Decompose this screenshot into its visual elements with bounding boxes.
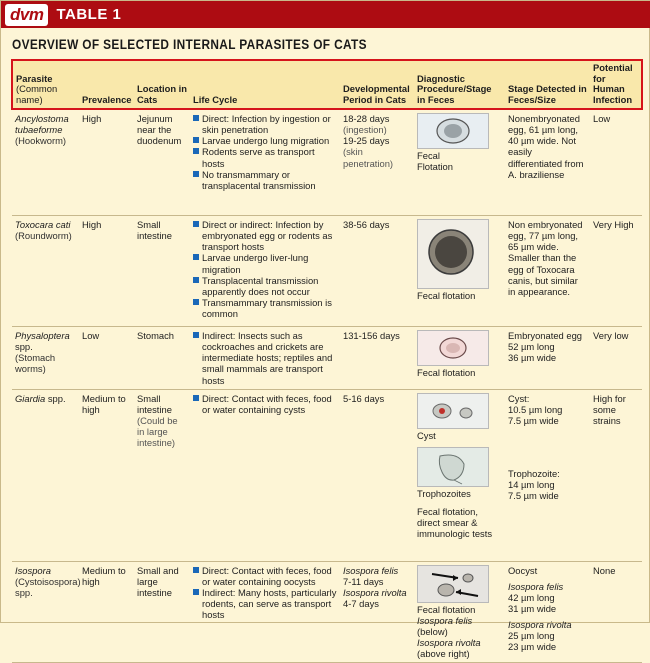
page-title: OVERVIEW OF SELECTED INTERNAL PARASITES OF CATS	[12, 37, 367, 52]
cell-location: Jejunum near the duodenum	[134, 109, 190, 216]
life-cycle-item: Direct: Infection by ingestion or skin penetration	[193, 113, 337, 135]
cell-potential: Low	[590, 109, 642, 216]
cell-developmental: 5-16 days	[340, 389, 414, 561]
stomach-worm-egg-micrograph	[417, 330, 489, 366]
header-bar	[1, 1, 650, 28]
table-row	[12, 327, 642, 389]
life-cycle-item: Indirect: Insects such as cockroaches and crickets are intermediate hosts; reptiles and small mammals are transport hosts	[193, 330, 337, 385]
life-cycle-item: Direct: Contact with feces, food or water containing cysts	[193, 393, 337, 415]
diagnostic-label: Cyst	[417, 429, 436, 441]
cell-parasite: Physaloptera spp. (Stomach worms)	[12, 327, 79, 389]
cell-stage: Non embryonated egg, 77 µm long, 65 µm wide. Smaller than the egg of Toxocara canis, but similar in appearance.	[505, 216, 590, 327]
diagnostic-label: Fecal flotation, direct smear & immunologic tests	[417, 505, 493, 539]
diagnostic-label: (above right)	[417, 647, 470, 659]
hookworm-egg-micrograph	[417, 113, 489, 149]
life-cycle-item: Transplacental transmission apparently does not occur	[193, 275, 337, 297]
diagnostic-label: Isospora felis (below)	[417, 614, 473, 637]
cell-life-cycle	[190, 216, 340, 327]
col-header-life-cycle: Life Cycle	[190, 60, 340, 109]
life-cycle-item: Transmammary transmission is common	[193, 297, 337, 319]
diagnostic-label: Fecal flotation	[417, 290, 476, 302]
diagnostic-label: Isospora rivolta	[417, 636, 481, 648]
cell-parasite: Isospora (Cystoisospora) spp.	[12, 561, 79, 662]
life-cycle-item: Larvae undergo liver-lung migration	[193, 252, 337, 274]
life-cycle-item: Rodents serve as transport hosts	[193, 146, 337, 168]
cell-prevalence: High	[79, 109, 134, 216]
col-header-parasite-sub: (Common name)	[16, 83, 58, 105]
col-header-location: Location in Cats	[134, 60, 190, 109]
cell-life-cycle	[190, 109, 340, 216]
table-header-row	[12, 60, 642, 109]
cell-developmental: 38-56 days	[340, 216, 414, 327]
cell-life-cycle	[190, 561, 340, 662]
cell-diagnostic	[414, 389, 505, 561]
giardia-trophozoite-micrograph	[417, 447, 489, 487]
life-cycle-item: Larvae undergo lung migration	[193, 135, 337, 146]
cell-life-cycle	[190, 389, 340, 561]
col-header-potential: Potential for Human Infection	[590, 60, 642, 109]
giardia-cyst-micrograph	[417, 393, 489, 429]
cell-parasite: Giardia spp.	[12, 389, 79, 561]
cell-parasite: Ancylostoma tubaeforme (Hookworm)	[12, 109, 79, 216]
cell-stage: Cyst: 10.5 µm long 7.5 µm wide Trophozoite: 14 µm long 7.5 µm wide	[505, 389, 590, 561]
col-header-diagnostic: Diagnostic Procedure/Stage in Feces	[414, 60, 505, 109]
cell-developmental: Isospora felis 7-11 days Isospora rivolta 4-7 days	[340, 561, 414, 662]
table-row	[12, 561, 642, 662]
dvm-logo: dvm	[5, 4, 48, 26]
cell-potential: Very High	[590, 216, 642, 327]
life-cycle-item: Direct: Contact with feces, food or water containing oocysts	[193, 565, 337, 587]
diagnostic-label: Trophozoites	[417, 487, 471, 499]
cell-potential: High for some strains	[590, 389, 642, 561]
parasite-table	[11, 59, 643, 663]
table-row	[12, 109, 642, 216]
diagnostic-label: Fecal flotation	[417, 603, 476, 615]
isospora-oocyst-micrograph	[417, 565, 489, 603]
cell-diagnostic	[414, 561, 505, 662]
col-header-stage: Stage Detected in Feces/Size	[505, 60, 590, 109]
cell-prevalence: Low	[79, 327, 134, 389]
cell-diagnostic	[414, 327, 505, 389]
cell-location: Small intestine	[134, 216, 190, 327]
cell-developmental: 131-156 days	[340, 327, 414, 389]
diagnostic-label: Fecal Flotation	[417, 150, 453, 173]
cell-potential: Very low	[590, 327, 642, 389]
cell-prevalence: Medium to high	[79, 561, 134, 662]
cell-stage: Oocyst Isospora felis 42 µm long 31 µm wide Isospora rivolta 25 µm long 23 µm wide	[505, 561, 590, 662]
cell-prevalence: High	[79, 216, 134, 327]
table-row	[12, 389, 642, 561]
cell-location: Small intestine (Could be in large intestine)	[134, 389, 190, 561]
cell-diagnostic	[414, 216, 505, 327]
cell-developmental: 18-28 days (ingestion) 19-25 days (skin penetration)	[340, 109, 414, 216]
cell-stage: Nonembryonated egg, 61 µm long, 40 µm wide. Not easily differentiated from A. braziliense	[505, 109, 590, 216]
table-label: TABLE 1	[56, 5, 122, 23]
roundworm-egg-micrograph	[417, 219, 489, 289]
cell-potential: None	[590, 561, 642, 662]
cell-diagnostic	[414, 109, 505, 216]
cell-stage: Embryonated egg 52 µm long 36 µm wide	[505, 327, 590, 389]
life-cycle-item: No transmammary or transplacental transmission	[193, 169, 337, 191]
col-header-parasite: Parasite (Common name)	[12, 60, 79, 109]
life-cycle-item: Indirect: Many hosts, particularly rodents, can serve as transport hosts	[193, 587, 337, 620]
cell-prevalence: Medium to high	[79, 389, 134, 561]
col-header-prevalence: Prevalence	[79, 60, 134, 109]
cell-parasite: Toxocara cati (Roundworm)	[12, 216, 79, 327]
cell-location: Stomach	[134, 327, 190, 389]
cell-location: Small and large intestine	[134, 561, 190, 662]
table-row	[12, 216, 642, 327]
cell-life-cycle	[190, 327, 340, 389]
life-cycle-item: Direct or indirect: Infection by embryonated egg or rodents as transport hosts	[193, 219, 337, 252]
diagnostic-label: Fecal flotation	[417, 367, 476, 379]
col-header-developmental: Developmental Period in Cats	[340, 60, 414, 109]
